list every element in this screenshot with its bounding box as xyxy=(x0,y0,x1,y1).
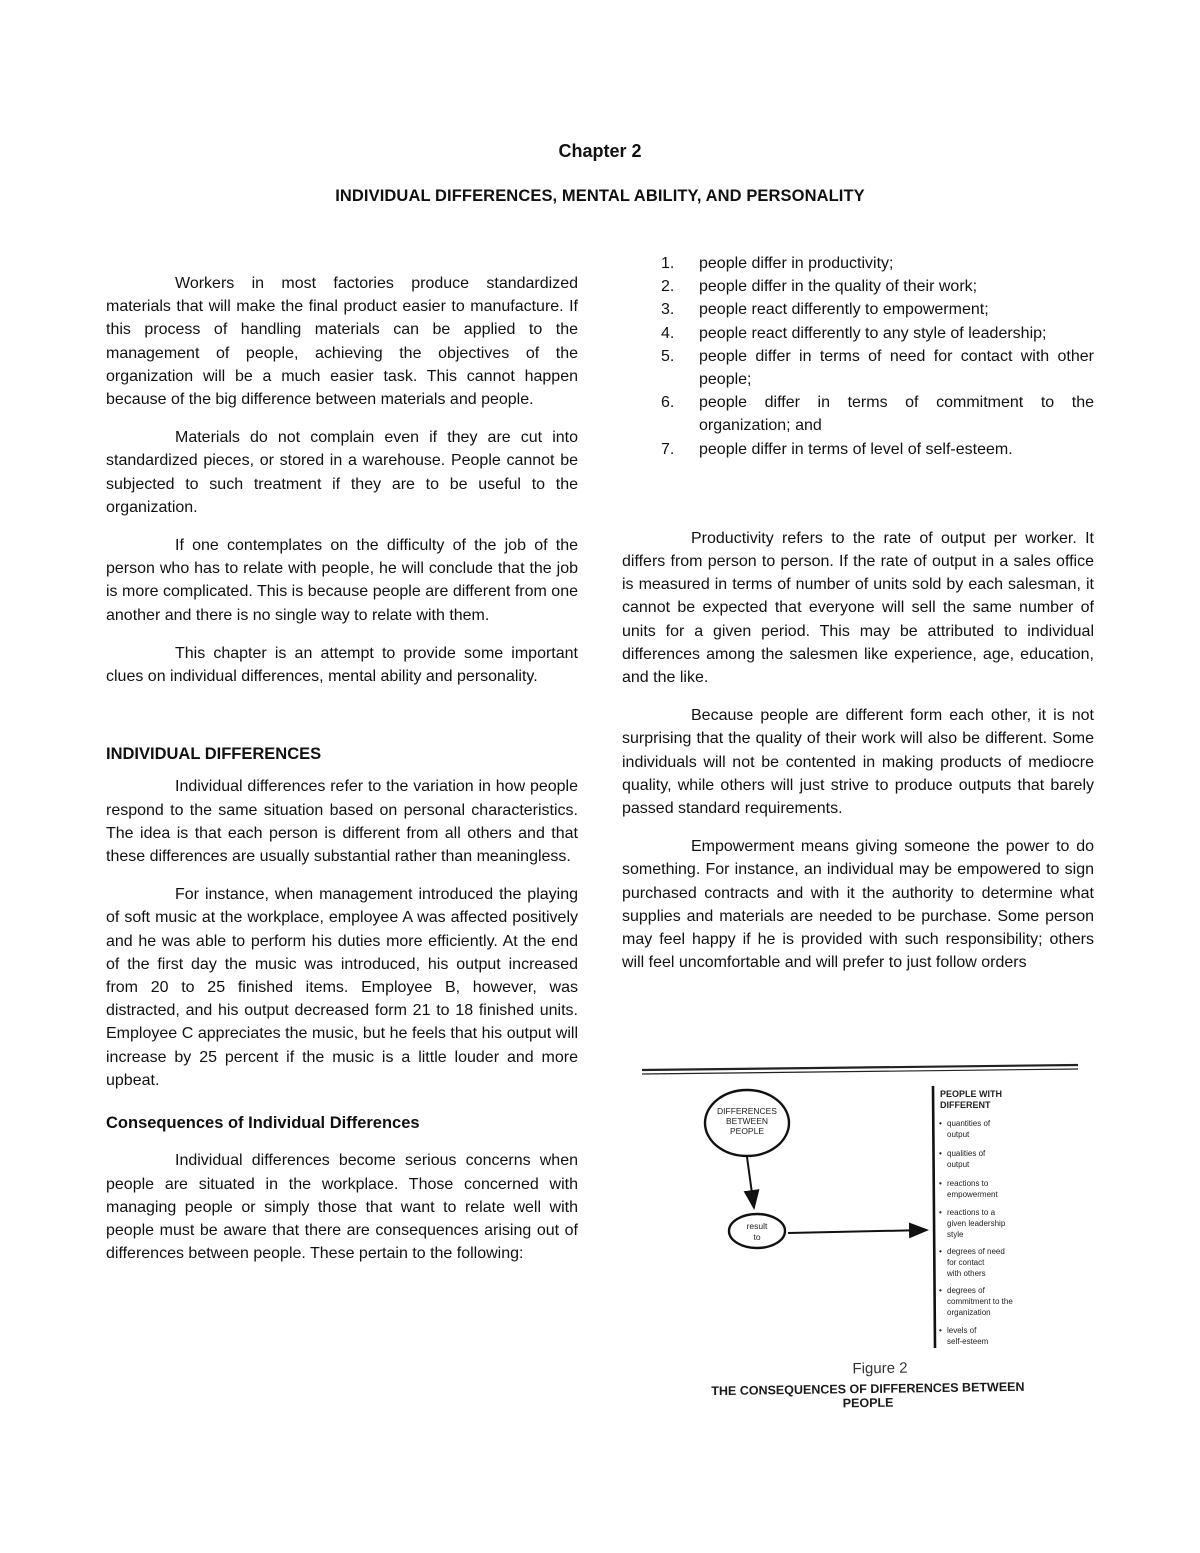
list-item xyxy=(622,275,1094,298)
figure-item-text: with others xyxy=(947,1269,986,1278)
figure-item-text: reactions to xyxy=(947,1179,989,1188)
list-item-text: people react differently to any style of leadership; xyxy=(699,324,1047,342)
intro-paragraph: Workers in most factories produce standardized materials that will make the final product easier to manufacture. If this process of handling materials can be applied to the management of people, achieving the objectives of the organization will be a much easier task. This cannot happen because of the big difference between materials and people. xyxy=(106,275,578,409)
list-number: 5. xyxy=(661,347,675,365)
bullet-icon: • xyxy=(939,1179,942,1188)
down-arrow xyxy=(747,1157,754,1208)
list-item-text: people differ in terms of level of self-esteem. xyxy=(699,440,1013,458)
intro-paragraph: Materials do not complain even if they are cut into standardized pieces, or stored in a warehouse. People cannot be subjected to such treatment if they are to be useful to the organization. xyxy=(106,429,578,516)
bullet-icon: • xyxy=(939,1149,942,1158)
list-divider xyxy=(933,1086,935,1348)
list-item-text: people react differently to empowerment; xyxy=(699,301,989,319)
page-title: INDIVIDUAL DIFFERENCES, MENTAL ABILITY, AND PERSONALITY xyxy=(335,187,865,205)
chapter-number: Chapter 2 xyxy=(558,141,642,161)
consequences-paragraph: Individual differences become serious concerns when people are situated in the workplace. Those concerned with managing people or simply those that want to relate well with people must be aware that there are consequences arising out of differences between people. These pertain to the following: xyxy=(106,1152,578,1263)
productivity-paragraph: Productivity refers to the rate of output per worker. It differs from person to person. If the rate of output in a sales office is measured in terms of number of units sold by each salesman, it cannot be expected that everyone will sell the same number of units for a given period. This may be attributed to individual differences among the salesmen like experience, age, education, and the like. xyxy=(622,529,1094,687)
list-item-text: people differ in the quality of their work; xyxy=(699,278,978,296)
figure-item-text: style xyxy=(947,1230,964,1239)
list-item-text: people differ in terms of commitment to the organization; and xyxy=(699,394,1094,435)
figure-item-text: output xyxy=(947,1130,970,1139)
list-number: 1. xyxy=(661,255,675,272)
figure-item-text: levels of xyxy=(947,1326,977,1335)
figure-item-text: given leadership xyxy=(947,1219,1006,1228)
section-paragraph: Individual differences refer to the variation in how people respond to the same situation based on personal characteristics. The idea is that each person is different from all others and that these differences are usually substantial rather than meaningless. xyxy=(106,778,578,866)
consequences-list xyxy=(622,252,1094,461)
list-item xyxy=(622,322,1094,345)
differences-node-label: DIFFERENCES xyxy=(717,1106,777,1116)
differences-node-label: PEOPLE xyxy=(729,1126,765,1136)
figure-list-header: PEOPLE WITH xyxy=(940,1089,1003,1099)
bullet-icon: • xyxy=(939,1208,942,1217)
quality-paragraph: Because people are different form each other, it is not surprising that the quality of their work will also be different. Some individuals will not be contented in making products of mediocre quality, while others will just strive to produce outputs that barely passed standard requirements. xyxy=(622,707,1094,818)
section-heading: INDIVIDUAL DIFFERENCES xyxy=(106,745,322,764)
list-number: 2. xyxy=(661,278,675,296)
list-item xyxy=(622,438,1094,461)
list-item xyxy=(622,345,1094,391)
right-arrow xyxy=(788,1230,927,1233)
subsection-heading: Consequences of Individual Differences xyxy=(106,1114,420,1133)
figure-item-text: quantities of xyxy=(947,1119,991,1128)
left-column xyxy=(106,272,578,1280)
figure-consequences-diagram xyxy=(640,1058,1080,1410)
list-item-text: people differ in terms of need for contact with other people; xyxy=(699,347,1094,389)
figure-caption: THE CONSEQUENCES OF DIFFERENCES BETWEEN PEOPLE xyxy=(711,1379,1025,1411)
bullet-icon: • xyxy=(939,1247,942,1256)
figure-item-text: degrees of xyxy=(947,1286,985,1295)
list-item xyxy=(622,252,1094,275)
figure-item-text: self-esteem xyxy=(947,1337,989,1346)
list-number: 3. xyxy=(661,301,675,319)
list-item xyxy=(622,391,1094,437)
list-number: 7. xyxy=(661,440,675,458)
figure-item-text: reactions to a xyxy=(947,1208,996,1217)
figure-item-text: qualities of xyxy=(947,1149,986,1158)
figure-item-text: commitment to the xyxy=(947,1297,1013,1306)
list-item xyxy=(622,298,1094,321)
section-paragraph: For instance, when management introduced the playing of soft music at the workplace, employee A was affected positively and he was able to perform his duties more efficiently. At the end of the first day the music was introduced, his output increased from 20 to 25 finished items. Employee B, however, was distracted, and his output decreased form 21 to 18 finished units. Employee C appreciates the music, but he feels that his output will increase by 25 percent if the music is a little louder and more upbeat. xyxy=(106,886,578,1089)
result-node xyxy=(729,1214,785,1248)
differences-node-label: BETWEEN xyxy=(725,1116,769,1126)
result-node-label: result xyxy=(746,1221,768,1231)
diagram-svg xyxy=(640,1058,1080,1410)
list-item-text: people differ in productivity; xyxy=(699,255,894,272)
figure-item-text: output xyxy=(947,1160,970,1169)
result-node-label: to xyxy=(753,1232,761,1242)
figure-item-text: degrees of need xyxy=(947,1247,1005,1256)
bullet-icon: • xyxy=(939,1286,942,1295)
list-number: 4. xyxy=(661,324,675,342)
intro-paragraph: This chapter is an attempt to provide some important clues on individual differences, mental ability and personality. xyxy=(106,644,578,686)
figure-item-text: for contact xyxy=(947,1258,985,1267)
bullet-icon: • xyxy=(939,1326,942,1335)
empowerment-paragraph: Empowerment means giving someone the power to do something. For instance, an individual may be empowered to sign purchased contracts and with it the authority to determine what supplies and materials are needed to be purchase. Some person may feel happy if he is provided with such responsibility; others will feel uncomfortable and will prefer to just follow orders xyxy=(622,838,1094,972)
list-number: 6. xyxy=(661,394,675,412)
figure-item-text: organization xyxy=(947,1308,991,1317)
intro-paragraph: If one contemplates on the difficulty of the job of the person who has to relate with people, he will conclude that the job is more complicated. This is because people are different from one another and there is no single way to relate with them. xyxy=(106,537,578,624)
figure-item-text: empowerment xyxy=(947,1190,998,1199)
bullet-icon: • xyxy=(939,1119,942,1128)
right-column xyxy=(622,252,1094,989)
figure-list-header: DIFFERENT xyxy=(940,1100,991,1110)
figure-label: Figure 2 xyxy=(852,1359,908,1378)
